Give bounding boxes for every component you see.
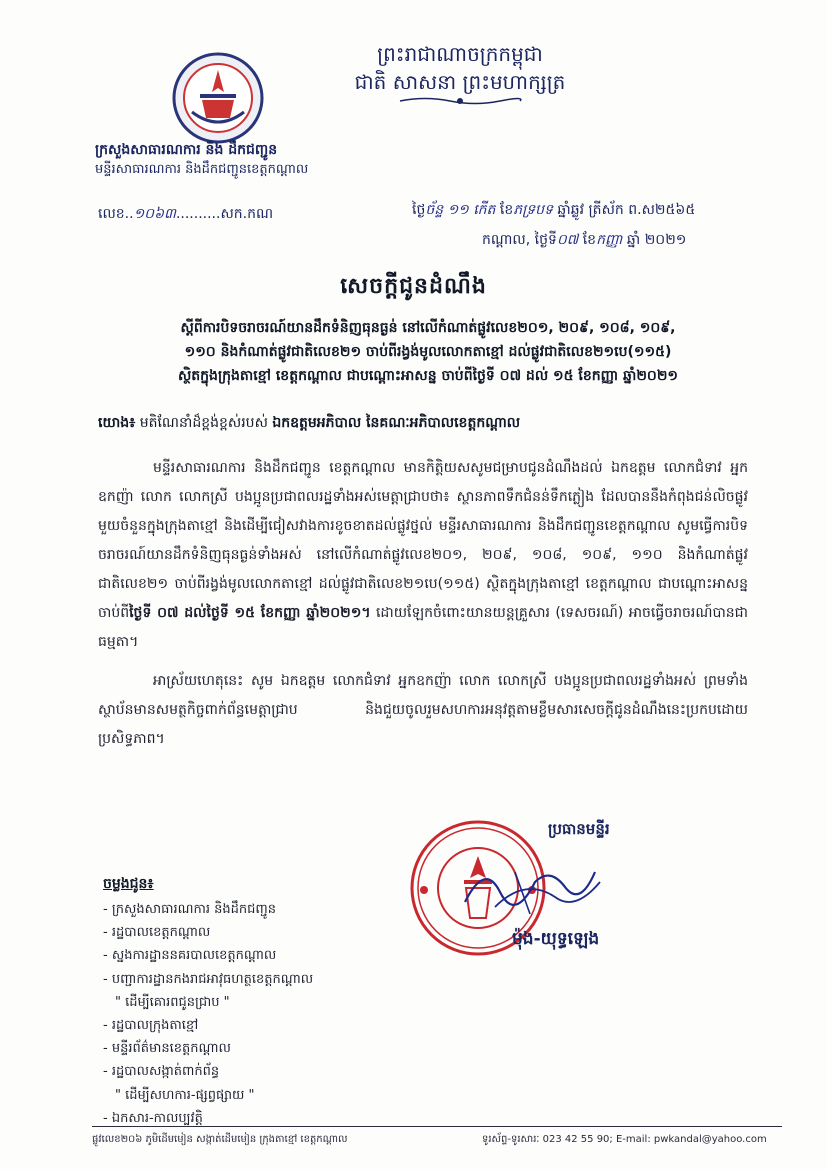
date-month: កញ្ញា: [596, 232, 623, 248]
cc-item: - បញ្ជាការដ្ឋានកងរាជអាវុធហត្ថខេត្តកណ្តាល: [103, 971, 314, 987]
cc-item: - រដ្ឋបាលក្រុងតាខ្មៅ: [103, 1018, 199, 1034]
ornament-divider-icon: [395, 96, 525, 106]
handwritten-signature-icon: [455, 852, 605, 922]
lunar-month-label: ខែ: [499, 202, 514, 218]
date-month-label: ខែ: [582, 232, 597, 248]
closure-dates: ថ្ងៃទី ០៧ ដល់ថ្ងៃទី ១៥ ខែកញ្ញា ឆ្នាំ២០២១។: [129, 605, 371, 621]
date-place: កណ្តាល, ថ្ងៃទី: [482, 232, 557, 248]
body-text: ដោយឡែកចំពោះយានយន្តគ្រួសារ (ទេសចរណ៍) អាចធ្វើចរាចរណ៍បានជាធម្មតា។: [98, 605, 748, 650]
lunar-day-label: ថ្ងៃ: [412, 202, 426, 218]
date-year: ឆ្នាំ ២០២១: [626, 232, 687, 248]
department-name: មន្ទីរសាធារណការ និងដឹកជញ្ជូនខេត្តកណ្តាល: [95, 162, 309, 177]
ministry-name: ក្រសួងសាធារណការ និង ដឹកជញ្ជូន: [95, 142, 278, 158]
cc-note: " ដើម្បីសហការ-ផ្សព្វផ្សាយ ": [115, 1087, 255, 1103]
lunar-date: [412, 200, 695, 221]
ref-number: ១០៦៣: [133, 206, 176, 222]
ministry-block: [95, 140, 308, 180]
ref-suffix: ..........សក.កណ: [175, 206, 274, 222]
cc-note: " ដើម្បីគោរពជូនជ្រាប ": [115, 994, 230, 1010]
body-text: មន្ទីរសាធារណការ និងដឹកជញ្ជូន ខេត្តកណ្តាល មានកិត្តិយសសូមជម្រាបជូនដំណឹងដល់ ឯកឧត្តម លោកជំទាវ អ្នកឧកញ៉ា លោក លោកស្រី បងប្អូនប្រជាពលរដ្ឋទាំងអស់មេត្តាជ្រាបថា៖ ស្ថានភាពទឹកជំនន់ទឹកភ្លៀង ដែលបាននឹងកំពុងជន់លិចផ្លូវមួយចំនួនក្នុងក្រុងតាខ្មៅ និងដើម្បីជៀសវាងការខូចខាតដល់ផ្លូវថ្នល់ មន្ទីរសាធារណការ និងដឹកជញ្ជូនខេត្តកណ្តាល សូមធ្វើការបិទចរាចរណ៍យានដឹកទំនិញធុនធ្ងន់ទាំងអស់ នៅលើកំណាត់ផ្លូវលេខ២០១, ២០៩, ១០៨, ១០៩, ១១០ និងកំណាត់ផ្លូវជាតិលេខ២១ ចាប់ពីរង្វង់មូលលោកតាខ្មៅ ដល់ផ្លូវជាតិលេខ២១បេ(១១៥) ស្ថិតក្នុងក្រុងតាខ្មៅ ខេត្តកណ្តាល ជាបណ្តោះអាសន្នចាប់ពី: [98, 460, 748, 621]
reference-number: [98, 204, 273, 225]
signatory-title: ប្រធានមន្ទីរ: [548, 820, 610, 838]
document-title: សេចក្តីជូនដំណឹង: [340, 273, 487, 299]
reference-label: យោង៖: [98, 415, 136, 431]
kingdom-heading: [300, 40, 620, 96]
date-day: ០៧: [556, 232, 579, 248]
signatory-name: ម៉ុង-យុទ្ធឡេង: [512, 929, 600, 949]
footer-divider: [92, 1126, 782, 1127]
reference-line: [98, 413, 520, 434]
cc-item: - មន្ទីរព័ត៌មានខេត្តកណ្តាល: [103, 1041, 231, 1057]
cc-item: - ស្នងការដ្ឋាននគរបាលខេត្តកណ្តាល: [103, 948, 277, 964]
cc-item: - រដ្ឋបាលខេត្តកណ្តាល: [103, 925, 211, 941]
cc-item: - រដ្ឋបាលសង្កាត់ពាក់ព័ន្ធ: [103, 1064, 220, 1080]
lunar-day: ច័ន្ទ ១១ កើត: [425, 202, 496, 218]
footer-contact: ទូរស័ព្ទ-ទូរសារៈ 023 42 55 90; E-mail: pwkandal@yahoo.com: [482, 1134, 767, 1145]
kingdom-title: ព្រះរាជាណាចក្រកម្ពុជា: [377, 42, 543, 66]
cc-item: - ឯកសារ-កាលប្បវត្តិ: [103, 1110, 203, 1126]
subject-block: [98, 316, 758, 388]
cc-heading: ចម្លងជូន៖: [103, 876, 154, 892]
reference-text: មតិណែនាំដ៏ខ្ពង់ខ្ពស់របស់: [139, 415, 268, 431]
ministry-logo-icon: [172, 52, 264, 144]
solar-date: [482, 230, 686, 251]
national-motto: ជាតិ សាសនា ព្រះមហាក្សត្រ: [354, 70, 566, 94]
body-paragraph: [98, 454, 748, 657]
subject-line: ស្ថិតក្នុងក្រុងតាខ្មៅ ខេត្តកណ្តាល ជាបណ្តោះអាសន្ន ចាប់ពីថ្ងៃទី ០៧ ដល់ ១៥ ខែកញ្ញា ឆ្នាំ២០២១: [177, 368, 679, 384]
lunar-year: ឆ្នាំឆ្លូវ ត្រីស័ក ព.ស២៥៦៥: [557, 202, 696, 218]
ref-prefix: លេខ..: [98, 206, 134, 222]
cc-list: [103, 898, 313, 1130]
subject-line: ១១០ និងកំណាត់ផ្លូវជាតិលេខ២១ ចាប់ពីរង្វង់មូលលោកតាខ្មៅ ដល់ផ្លូវជាតិលេខ២១បេ(១១៥): [184, 344, 672, 360]
subject-line: ស្តីពីការបិទចរាចរណ៍យានដឹកទំនិញធុនធ្ងន់ នៅលើកំណាត់ផ្លូវលេខ២០១, ២០៩, ១០៨, ១០៩,: [180, 320, 676, 336]
body-paragraph: អាស្រ័យហេតុនេះ សូម ឯកឧត្តម លោកជំទាវ អ្នកឧកញ៉ា លោក លោកស្រី បងប្អូនប្រជាពលរដ្ឋទាំងអស់ ព្រមទាំងស្ថាប័នមានសមត្ថកិច្ចពាក់ព័ន្ធមេត្តាជ្រាប និងជួយចូលរួមសហការអនុវត្តតាមខ្លឹមសារសេចក្តីជូនដំណឹងនេះប្រកបដោយប្រសិទ្ធភាព។: [98, 673, 748, 747]
footer-address: ផ្លូវលេខ២០៦ ភូមិដើមមៀន សង្កាត់ដើមមៀន ក្រុងតាខ្មៅ ខេត្តកណ្តាល: [92, 1134, 348, 1145]
letter-body: [98, 454, 748, 754]
cc-item: - ក្រសួងសាធារណការ និងដឹកជញ្ជូន: [103, 902, 276, 917]
reference-authority: ឯកឧត្តមអភិបាល នៃគណៈអភិបាលខេត្តកណ្តាល: [272, 415, 521, 431]
lunar-month: ភទ្របទ: [513, 202, 553, 218]
